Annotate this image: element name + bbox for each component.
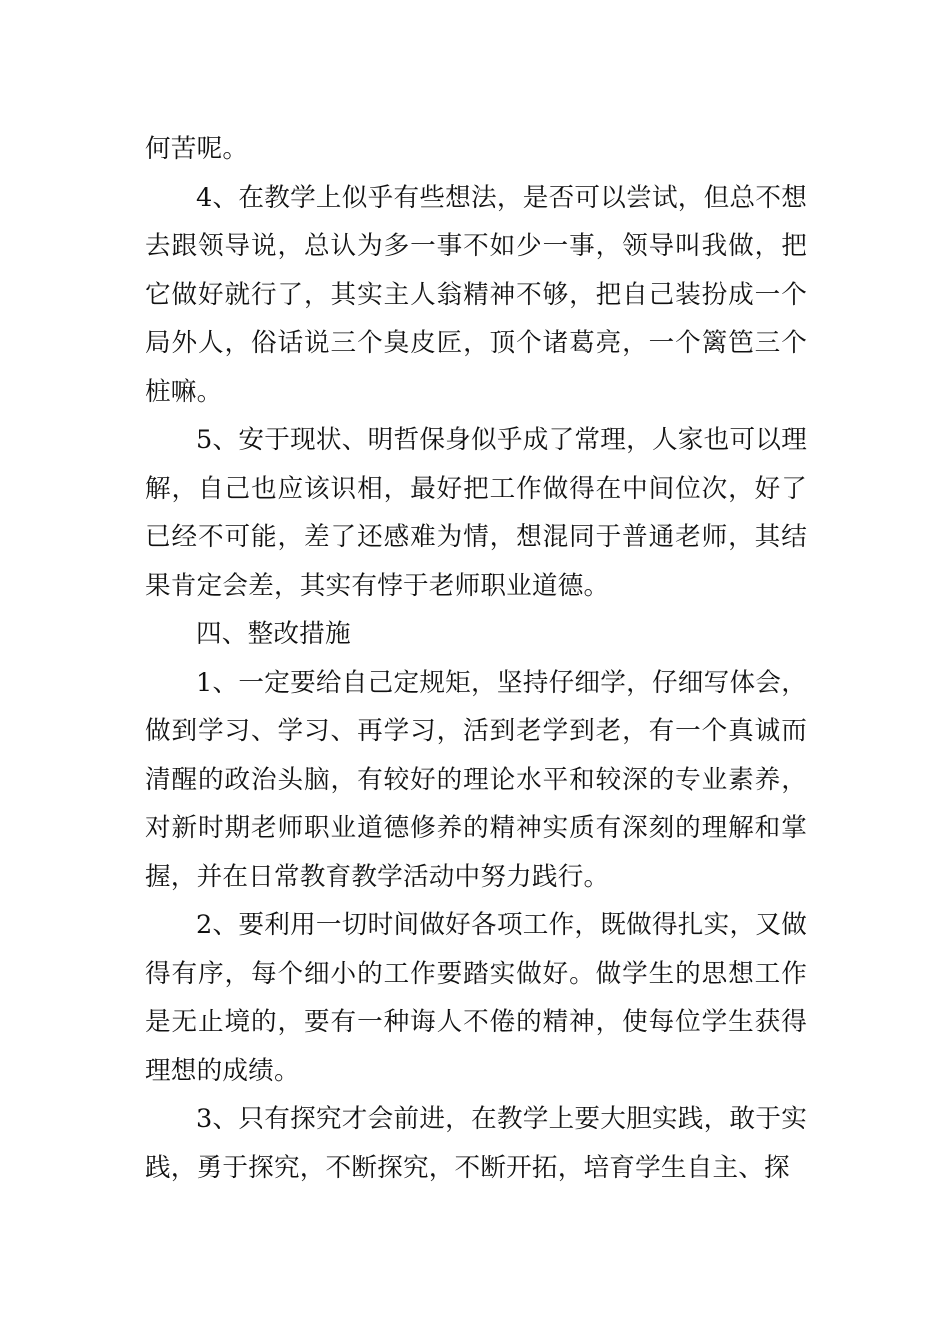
document-body [145, 125, 807, 1192]
section-heading: 四、整改措施 [196, 619, 351, 649]
paragraph-measure-1: 1、一定要给自己定规矩，坚持仔细学，仔细写体会，做到学习、学习、再学习，活到老学到老，有一个真诚而清醒的政治头脑，有较好的理论水平和较深的专业素养，对新时期老师职业道德修养的精神实质有深刻的理解和掌握，并在日常教育教学活动中努力践行。 [145, 667, 807, 892]
paragraph-continuation: 何苦呢。 [145, 134, 249, 164]
paragraph-item-5: 5、安于现状、明哲保身似乎成了常理，人家也可以理解，自己也应该识相，最好把工作做得在中间位次，好了已经不可能，差了还感难为情，想混同于普通老师，其结果肯定会差，其实有悖于老师职业道德。 [145, 425, 807, 601]
paragraph-item-4: 4、在教学上似乎有些想法，是否可以尝试，但总不想去跟领导说，总认为多一事不如少一事，领导叫我做，把它做好就行了，其实主人翁精神不够，把自己装扮成一个局外人，俗话说三个臭皮匠，顶个诸葛亮，一个篱笆三个桩嘛。 [145, 182, 807, 407]
paragraph-measure-3: 3、只有探究才会前进，在教学上要大胆实践，敢于实践，勇于探究，不断探究，不断开拓，培育学生自主、探 [145, 1104, 807, 1183]
paragraph-measure-2: 2、要利用一切时间做好各项工作，既做得扎实，又做得有序，每个细小的工作要踏实做好。做学生的思想工作是无止境的，要有一种诲人不倦的精神，使每位学生获得理想的成绩。 [145, 910, 807, 1086]
